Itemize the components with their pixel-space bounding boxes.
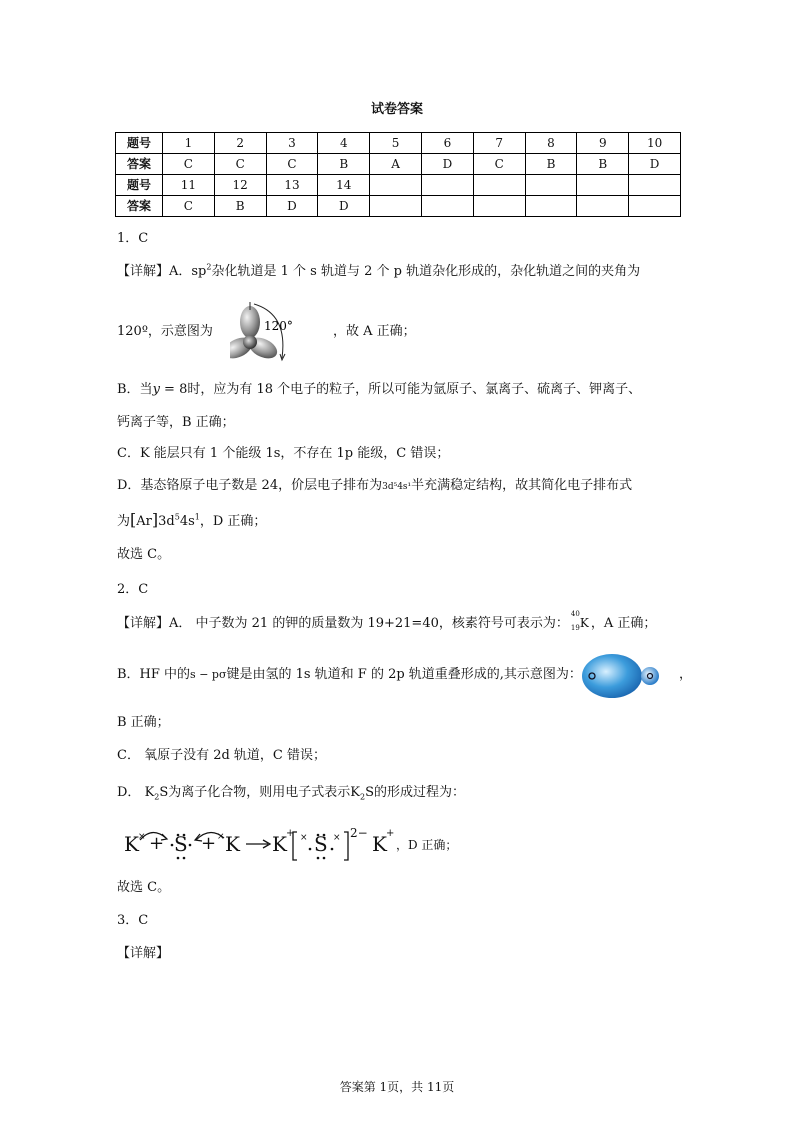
q1-option-a: 【详解】A．$sp^2$杂化轨道是 1 个 s 轨道与 2 个 p 轨道杂化形成的，杂化轨道之间的夹角为 <box>117 262 641 279</box>
row-header: 答案 <box>116 154 163 175</box>
q1-answer: 1．C <box>117 231 149 246</box>
row-header: 题号 <box>116 175 163 196</box>
answer-cell: C <box>214 154 266 175</box>
question-number-cell: 4 <box>318 133 370 154</box>
eq-charge-2minus: 2− <box>350 826 368 840</box>
eq-plus-2: + <box>201 833 217 854</box>
k2s-formation-equation <box>122 822 542 872</box>
answer-table-row <box>116 196 681 217</box>
eq-charge-plus-2: + <box>386 828 395 839</box>
question-number-cell <box>370 175 422 196</box>
q1-option-a-line2: 120º，示意图为 ，故 A 正确； <box>117 324 416 339</box>
nuclide-symbol: 40 19 K <box>570 609 589 632</box>
page-title: 试卷答案 <box>370 102 423 117</box>
eq-plus-1: + <box>149 833 165 854</box>
sp2-orbital-diagram <box>230 296 310 364</box>
q1-option-d: D．基态铬原子电子数是 24，价层电子排布为3d⁵4s¹半充满稳定结构，故其简化电子排布式 <box>117 478 633 493</box>
q2-option-d: D． $K_2S$为离子化合物，则用电子式表示$K_2S$的形成过程为： <box>117 785 466 802</box>
question-number-cell: 9 <box>577 133 629 154</box>
q2-option-c: C． 氧原子没有 2d 轨道，C 错误； <box>117 748 327 763</box>
question-number-cell: 5 <box>370 133 422 154</box>
eq-d-correct: ，D 正确； <box>396 838 458 852</box>
question-number-cell <box>525 175 577 196</box>
page-footer: 答案第 1页，共 11页 <box>339 1080 455 1094</box>
eq-k-left: K <box>124 832 139 856</box>
eq-electron-x-bracket-left: × <box>300 833 308 843</box>
answer-cell: B <box>577 154 629 175</box>
question-number-cell: 14 <box>318 175 370 196</box>
question-number-cell: 6 <box>421 133 473 154</box>
answer-cell: C <box>163 196 215 217</box>
question-number-cell: 12 <box>214 175 266 196</box>
eq-k-right: K <box>225 832 240 856</box>
h-1s-orbital <box>641 667 659 685</box>
eq-charge-plus-1: + <box>286 828 295 839</box>
answer-cell: B <box>525 154 577 175</box>
angle-label: 120° <box>264 319 293 333</box>
q2-option-b: B．HF 中的s − pσ键是由氢的 1s 轨道和 F 的 2p 轨道重叠形成的,其示意图为： <box>117 667 582 682</box>
q1-conclusion: 故选 C。 <box>117 547 171 562</box>
answer-cell <box>577 196 629 217</box>
q3-answer: 3．C <box>117 913 149 928</box>
question-number-cell: 13 <box>266 175 318 196</box>
answer-cell <box>370 196 422 217</box>
q1-option-b: B．当y = 8时，应为有 18 个电子的粒子，所以可能为氩原子、氯离子、硫离子、钾离子、 <box>117 382 642 397</box>
q2-option-a: 【详解】A． 中子数为 21 的钾的质量数为 19+21=40，核素符号可表示为： 40 19 K ，A 正确； <box>117 609 657 632</box>
row-header: 答案 <box>116 196 163 217</box>
eq-k-ion-2: K <box>372 832 387 856</box>
answer-cell <box>421 196 473 217</box>
question-number-cell: 11 <box>163 175 215 196</box>
question-number-cell: 1 <box>163 133 215 154</box>
eq-electron-x-right: × <box>217 832 225 842</box>
eq-k-ion-1: K <box>272 832 287 856</box>
eq-electron-x-bracket-right: × <box>333 833 341 843</box>
answer-cell: D <box>629 154 681 175</box>
q2-option-b-line2: B 正确； <box>117 715 170 730</box>
answer-cell: C <box>266 154 318 175</box>
answer-cell: C <box>163 154 215 175</box>
q2-conclusion: 故选 C。 <box>117 880 171 895</box>
eq-s-atom: S <box>174 832 188 856</box>
hf-overlap-diagram <box>580 651 664 701</box>
row-header: 题号 <box>116 133 163 154</box>
f-2p-lobe <box>582 654 642 698</box>
answer-cell: C <box>473 154 525 175</box>
eq-electron-x-left: × <box>138 832 146 842</box>
answer-table-row <box>116 175 681 196</box>
q2-answer: 2．C <box>117 582 149 597</box>
question-number-cell: 8 <box>525 133 577 154</box>
answer-cell: D <box>318 196 370 217</box>
answer-table-row <box>116 154 681 175</box>
answer-cell: A <box>370 154 422 175</box>
q1-option-d-line2: 为$[Ar]3d^54s^1$，D 正确； <box>117 510 267 529</box>
answer-cell: B <box>214 196 266 217</box>
q1-option-c: C．K 能层只有 1 个能级 1s，不存在 1p 能级，C 错误； <box>117 446 450 461</box>
answer-cell: B <box>318 154 370 175</box>
orbital-nucleus <box>243 335 257 349</box>
question-number-cell: 10 <box>629 133 681 154</box>
question-number-cell <box>421 175 473 196</box>
eq-s-ion: S <box>314 832 328 856</box>
question-number-cell: 7 <box>473 133 525 154</box>
answer-cell <box>525 196 577 217</box>
question-number-cell <box>629 175 681 196</box>
q3-detail: 【详解】 <box>117 946 170 961</box>
answer-cell: D <box>421 154 473 175</box>
q2-option-b-comma: ， <box>679 667 693 682</box>
answer-cell: D <box>266 196 318 217</box>
orbital-lobe-top <box>240 306 260 338</box>
answer-table-row <box>116 133 681 154</box>
question-number-cell <box>577 175 629 196</box>
answer-cell <box>473 196 525 217</box>
answer-table <box>115 132 681 217</box>
q1-option-b-line2: 钙离子等，B 正确； <box>117 415 235 430</box>
answer-cell <box>629 196 681 217</box>
question-number-cell: 3 <box>266 133 318 154</box>
question-number-cell <box>473 175 525 196</box>
question-number-cell: 2 <box>214 133 266 154</box>
